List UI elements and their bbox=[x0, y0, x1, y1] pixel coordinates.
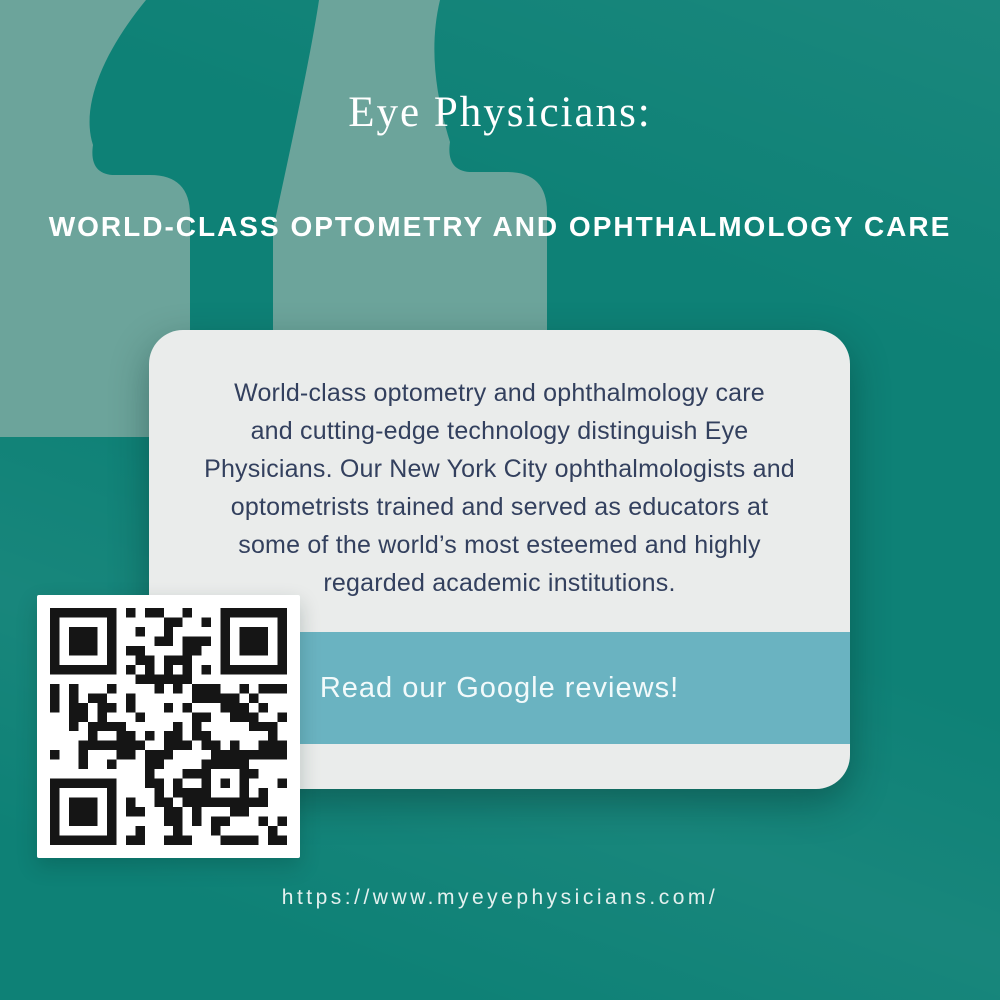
body-line: Physicians. Our New York City ophthalmologists and bbox=[204, 455, 795, 483]
google-reviews-cta-label: Read our Google reviews! bbox=[319, 672, 680, 704]
body-line: optometrists trained and served as educators at bbox=[230, 493, 769, 521]
body-line: regarded academic institutions. bbox=[323, 569, 676, 597]
qr-code-pattern bbox=[50, 608, 287, 845]
page-title: Eye Physicians: bbox=[348, 89, 652, 136]
qr-code bbox=[37, 595, 300, 858]
body-line: World-class optometry and ophthalmology care bbox=[234, 379, 765, 407]
body-line: and cutting-edge technology distinguish Eye bbox=[250, 417, 749, 445]
website-url[interactable]: https://www.myeyephysicians.com/ bbox=[281, 886, 719, 909]
body-line: some of the world’s most esteemed and highly bbox=[238, 531, 761, 559]
quote-card-body bbox=[149, 374, 850, 602]
page-subtitle: WORLD-CLASS OPTOMETRY AND OPHTHALMOLOGY CARE bbox=[48, 211, 952, 242]
